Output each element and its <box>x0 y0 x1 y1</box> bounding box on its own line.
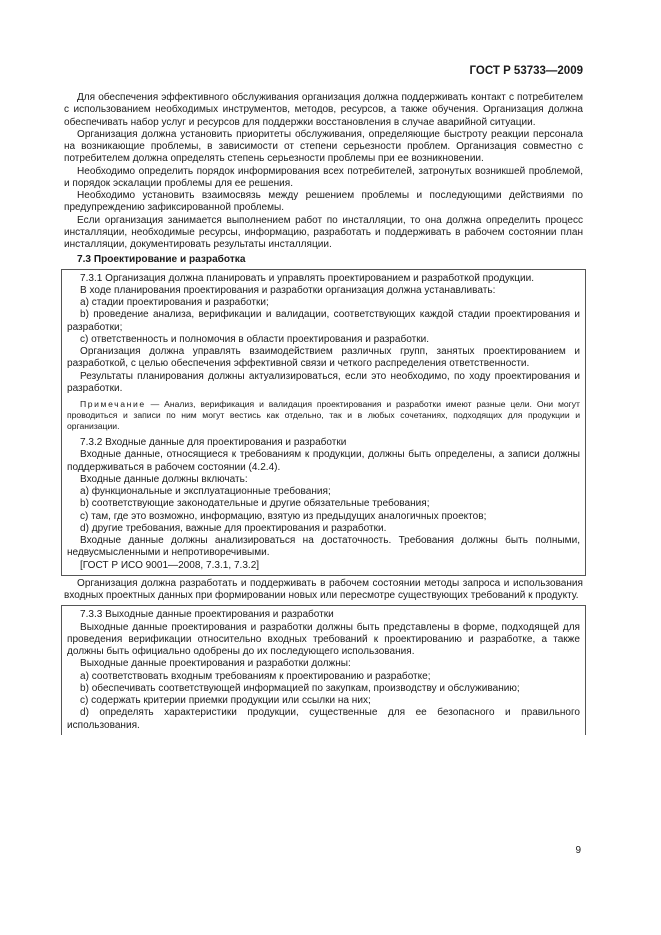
document-body <box>64 92 583 735</box>
box1-line: Входные данные должны анализироваться на достаточность. Требования должны быть полными, недвусмысленными и непротиворечивыми. <box>67 535 580 559</box>
list-item-b: b) соответствующие законодательные и другие обязательные требования; <box>80 498 430 510</box>
box1-line: В ходе планирования проектирования и разработки организация должна устанавливать: <box>80 284 496 296</box>
list-item-d: d) другие требования, важные для проектирования и разработки. <box>80 522 387 534</box>
list-item-c: c) ответственность и полномочия в области проектирования и разработки. <box>80 333 430 345</box>
box2-line: Выходные данные проектирования и разработки должны быть представлены в форме, подходящей для проведения верификации относительно входных требований к проектированию и разработке, а также должны быть официально одобрены до их последующего использования. <box>67 621 580 657</box>
list-item-a: a) соответствовать входным требованиям к проектированию и разработке; <box>80 670 431 682</box>
box1-line: Результаты планирования должны актуализироваться, если это необходимо, по ходу проектирования и разработки. <box>67 370 580 394</box>
intro-paragraph-5: Если организация занимается выполнением работ по инсталляции, то она должна определить процесс инсталляции, необходимые ресурсы, информацию, разработать и поддерживать в рабочем состоянии план инсталляции, документировать результаты инсталляции. <box>64 214 583 250</box>
box1-line: Входные данные должны включать: <box>80 473 248 485</box>
box1-line: Входные данные, относящиеся к требованиям к продукции, должны быть определены, а записи должны поддерживаться в рабочем состоянии (4.2.4). <box>67 449 580 473</box>
list-item-c: c) содержать критерии приемки продукции или ссылки на них; <box>80 695 371 706</box>
page-number: 9 <box>575 845 581 856</box>
clause-7-3-1: 7.3.1 Организация должна планировать и управлять проектированием и разработкой продукции. <box>80 272 535 284</box>
section-heading-7-3: 7.3 Проектирование и разработка <box>77 254 246 266</box>
middle-paragraph: Организация должна разработать и поддерживать в рабочем состоянии методы запроса и использования входных проектных данных при формировании новых или пересмотре существующих требований к продукту. <box>64 577 583 601</box>
note-text: — Анализ, верификация и валидация проектирования и разработки имеют разные цели. Они могут проводиться и записи по ним могут вестись как отдельно, так и в любых сочетаниях, подходящих для продукции и организации. <box>67 399 580 431</box>
intro-paragraph-3: Необходимо определить порядок информирования всех потребителей, затронутых возникшей проблемой, и порядок эскалации проблемы для ее решения. <box>64 165 583 189</box>
box1-line: Организация должна управлять взаимодействием различных групп, занятых проектированием и разработкой, с целью обеспечения эффективной связи и четкого распределения ответственности. <box>67 346 580 370</box>
clause-7-3-2: 7.3.2 Входные данные для проектирования и разработки <box>80 437 347 448</box>
intro-paragraph-2: Организация должна установить приоритеты обслуживания, определяющие быстроту реакции персонала на возникающие проблемы, в зависимости от степени серьезности проблем. Организация совместно с потребителем должна определять степень серьезности проблемы при ее возникновении. <box>64 128 583 165</box>
intro-paragraph-4: Необходимо установить взаимосвязь между решением проблемы и последующими действиями по предупреждению зафиксированной проблемы. <box>64 190 583 214</box>
list-item-a: a) стадии проектирования и разработки; <box>80 297 269 308</box>
document-header: ГОСТ Р 53733—2009 <box>469 65 583 77</box>
note-label: Примечание <box>80 399 146 409</box>
clause-7-3-3: 7.3.3 Выходные данные проектирования и разработки <box>80 609 334 621</box>
intro-paragraph-1: Для обеспечения эффективного обслуживания организация должна поддерживать контакт с потребителем с использованием необходимых инструментов, методов, ресурсов, а также обучения. Организация должна обеспечивать набор услуг и ресурсов для поддержки восстановления в случае аварийной ситуации. <box>64 92 583 128</box>
quoted-standard-box-2 <box>61 605 586 735</box>
note <box>67 399 580 432</box>
list-item-c: c) там, где это возможно, информацию, взятую из предыдущих аналогичных проектов; <box>80 510 487 522</box>
reference-citation: [ГОСТ Р ИСО 9001—2008, 7.3.1, 7.3.2] <box>80 559 260 571</box>
box2-line: Выходные данные проектирования и разработки должны: <box>80 658 351 670</box>
list-item-b: b) проведение анализа, верификации и валидации, соответствующих каждой стадии проектирования и разработки; <box>67 309 580 333</box>
quoted-standard-box-1 <box>61 269 586 576</box>
list-item-b: b) обеспечивать соответствующей информацией по закупкам, производству и обслуживанию; <box>80 682 520 694</box>
list-item-a: a) функциональные и эксплуатационные требования; <box>80 486 331 497</box>
list-item-d: d) определять характеристики продукции, существенные для ее безопасного и правильного использования. <box>67 707 580 731</box>
